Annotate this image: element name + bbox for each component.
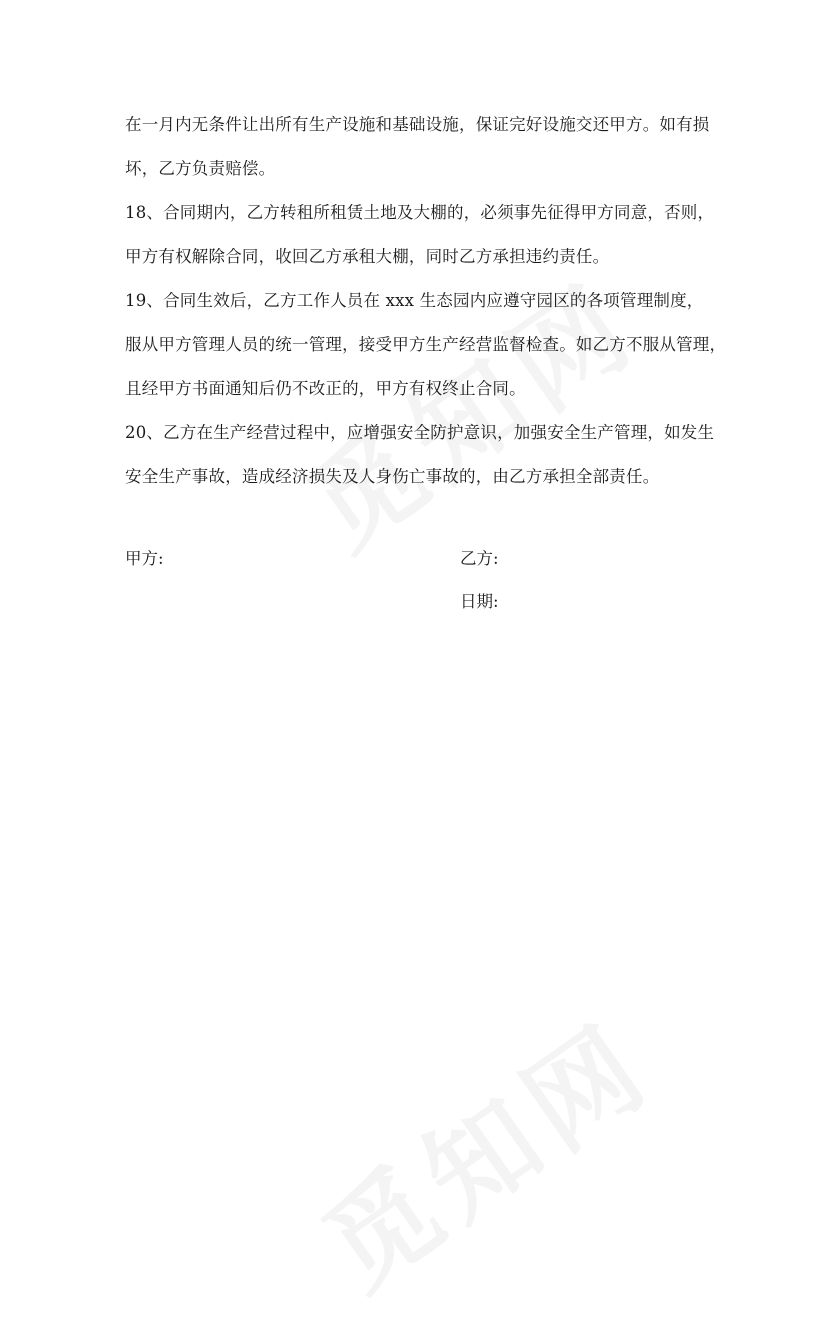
date-label: 日期: xyxy=(460,592,499,611)
text-line: 甲方有权解除合同，收回乙方承租大棚，同时乙方承担违约责任。 xyxy=(125,247,610,266)
text-line: 在一月内无条件让出所有生产设施和基础设施，保证完好设施交还甲方。如有损 xyxy=(125,115,710,134)
party-b-signature-label: 乙方: xyxy=(460,549,499,568)
clause-18: 18、合同期内，乙方转租所租赁土地及大棚的，必须事先征得甲方同意，否则， xyxy=(125,203,715,222)
clause-20: 20、乙方在生产经营过程中，应增强安全防护意识，加强安全生产管理，如发生 xyxy=(125,423,715,442)
text-line: 服从甲方管理人员的统一管理，接受甲方生产经营监督检查。如乙方不服从管理， xyxy=(125,335,727,354)
text-line: 且经甲方书面通知后仍不改正的，甲方有权终止合同。 xyxy=(125,379,526,398)
party-a-signature-label: 甲方: xyxy=(125,549,164,568)
contract-body xyxy=(125,103,725,499)
text-line: 坏，乙方负责赔偿。 xyxy=(125,159,276,178)
clause-19: 19、合同生效后，乙方工作人员在 xxx 生态园内应遵守园区的各项管理制度， xyxy=(125,291,704,310)
text-line: 安全生产事故，造成经济损失及人身伤亡事故的，由乙方承担全部责任。 xyxy=(125,467,660,486)
watermark xyxy=(288,979,678,1318)
